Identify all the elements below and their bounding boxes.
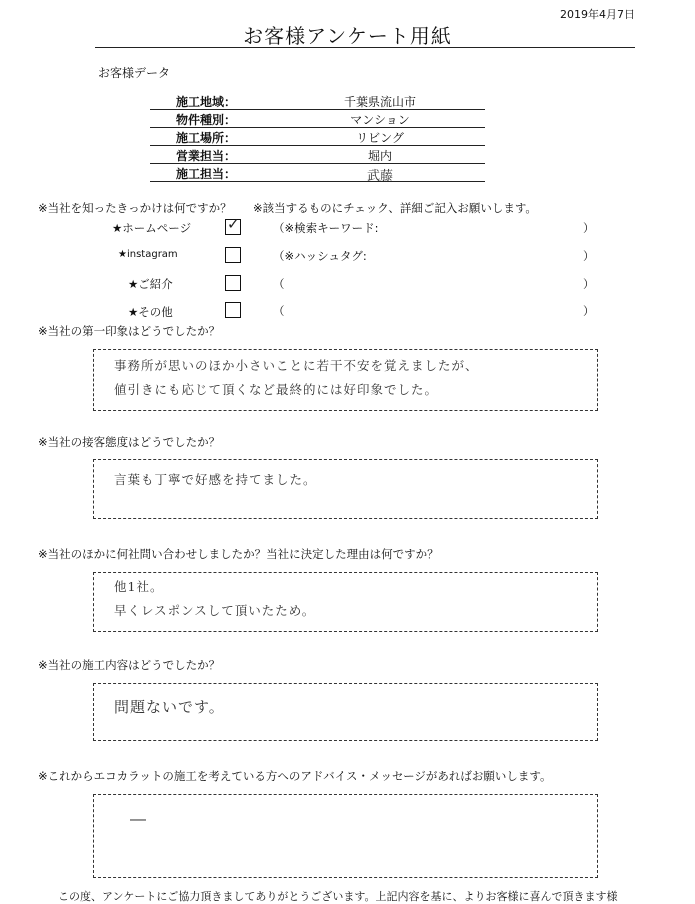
footer-text: この度、アンケートにご協力頂きましてありがとうございます。上記内容を基に、よりお客様に喜んで頂きます様 [58,890,618,903]
row-label: 施工場所： [176,131,237,145]
checkbox-referral[interactable] [225,275,241,291]
answer-line: 問題ないです。 [114,698,225,716]
checkbox-other[interactable] [225,302,241,318]
option-close-referral: ） [583,277,595,291]
answer-line: 事務所が思いのほか小さいことに若干不安を覚えましたが、 [114,358,479,373]
answer-box-first-impression [93,349,598,411]
answer-box-advice-message [93,794,598,878]
q1-instruction: ※該当するものにチェック、詳細ご記入お願いします。 [253,201,537,215]
customer-data-heading: お客様データ [98,66,171,80]
option-close-other: ） [583,304,595,318]
row-label: 営業担当： [176,149,237,163]
option-close-instagram: ） [583,249,595,263]
q4-question: ※当社のほかに何社問い合わせしましたか？当社に決定した理由は何ですか？ [38,547,439,561]
option-detail-homepage: （※検索キーワード: [273,221,379,235]
title-underline [95,47,635,48]
answer-box-work-quality [93,683,598,741]
option-label-homepage: ★ホームページ [112,221,192,235]
option-label-referral: ★ご紹介 [128,277,173,291]
option-label-instagram: ★instagram [118,249,178,260]
option-detail-other: （ [273,304,285,318]
page-title: お客様アンケート用紙 [243,24,452,48]
q6-question: ※これからエコカラットの施工を考えている方へのアドバイス・メッセージがあればお願いします。 [38,769,552,783]
checkbox-instagram[interactable] [225,247,241,263]
customer-row-installer [150,164,485,182]
row-label: 施工地域： [176,95,237,109]
option-detail-referral: （ [273,277,285,291]
row-label: 物件種別： [176,113,237,127]
option-label-other: ★その他 [128,305,173,319]
row-value-handwritten: 武藤 [366,169,393,184]
q3-question: ※当社の接客態度はどうでしたか？ [38,435,221,449]
row-label: 施工担当： [176,167,237,181]
checkbox-homepage[interactable] [225,215,241,235]
answer-box-comparison-reason [93,572,598,632]
answer-line: 早くレスポンスして頂いたため。 [114,603,316,618]
customer-row-area [150,92,485,110]
survey-date: 2019年4月7日 [560,8,635,21]
row-value: マンション [350,113,410,127]
row-value: 堀内 [367,149,392,163]
option-detail-instagram: （※ハッシュタグ: [273,249,367,263]
q1-question: ※当社を知ったきっかけは何ですか？ [38,201,232,215]
answer-box-service-attitude [93,459,598,519]
answer-line: 値引きにも応じて頂くなど最終的には好印象でした。 [114,382,439,397]
customer-row-sales-rep [150,146,485,164]
customer-row-location [150,128,485,146]
customer-row-property-type [150,110,485,128]
check-mark-icon: ✓ [227,215,240,233]
answer-line: ― [130,809,147,828]
q2-question: ※当社の第一印象はどうでしたか？ [38,324,221,338]
row-value: リビング [356,131,404,145]
answer-line: 他1社。 [114,579,164,594]
option-close-homepage: ） [583,221,595,235]
q5-question: ※当社の施工内容はどうでしたか？ [38,658,221,672]
row-value: 千葉県流山市 [343,95,416,109]
answer-line: 言葉も丁寧で好感を持てました。 [114,472,317,487]
